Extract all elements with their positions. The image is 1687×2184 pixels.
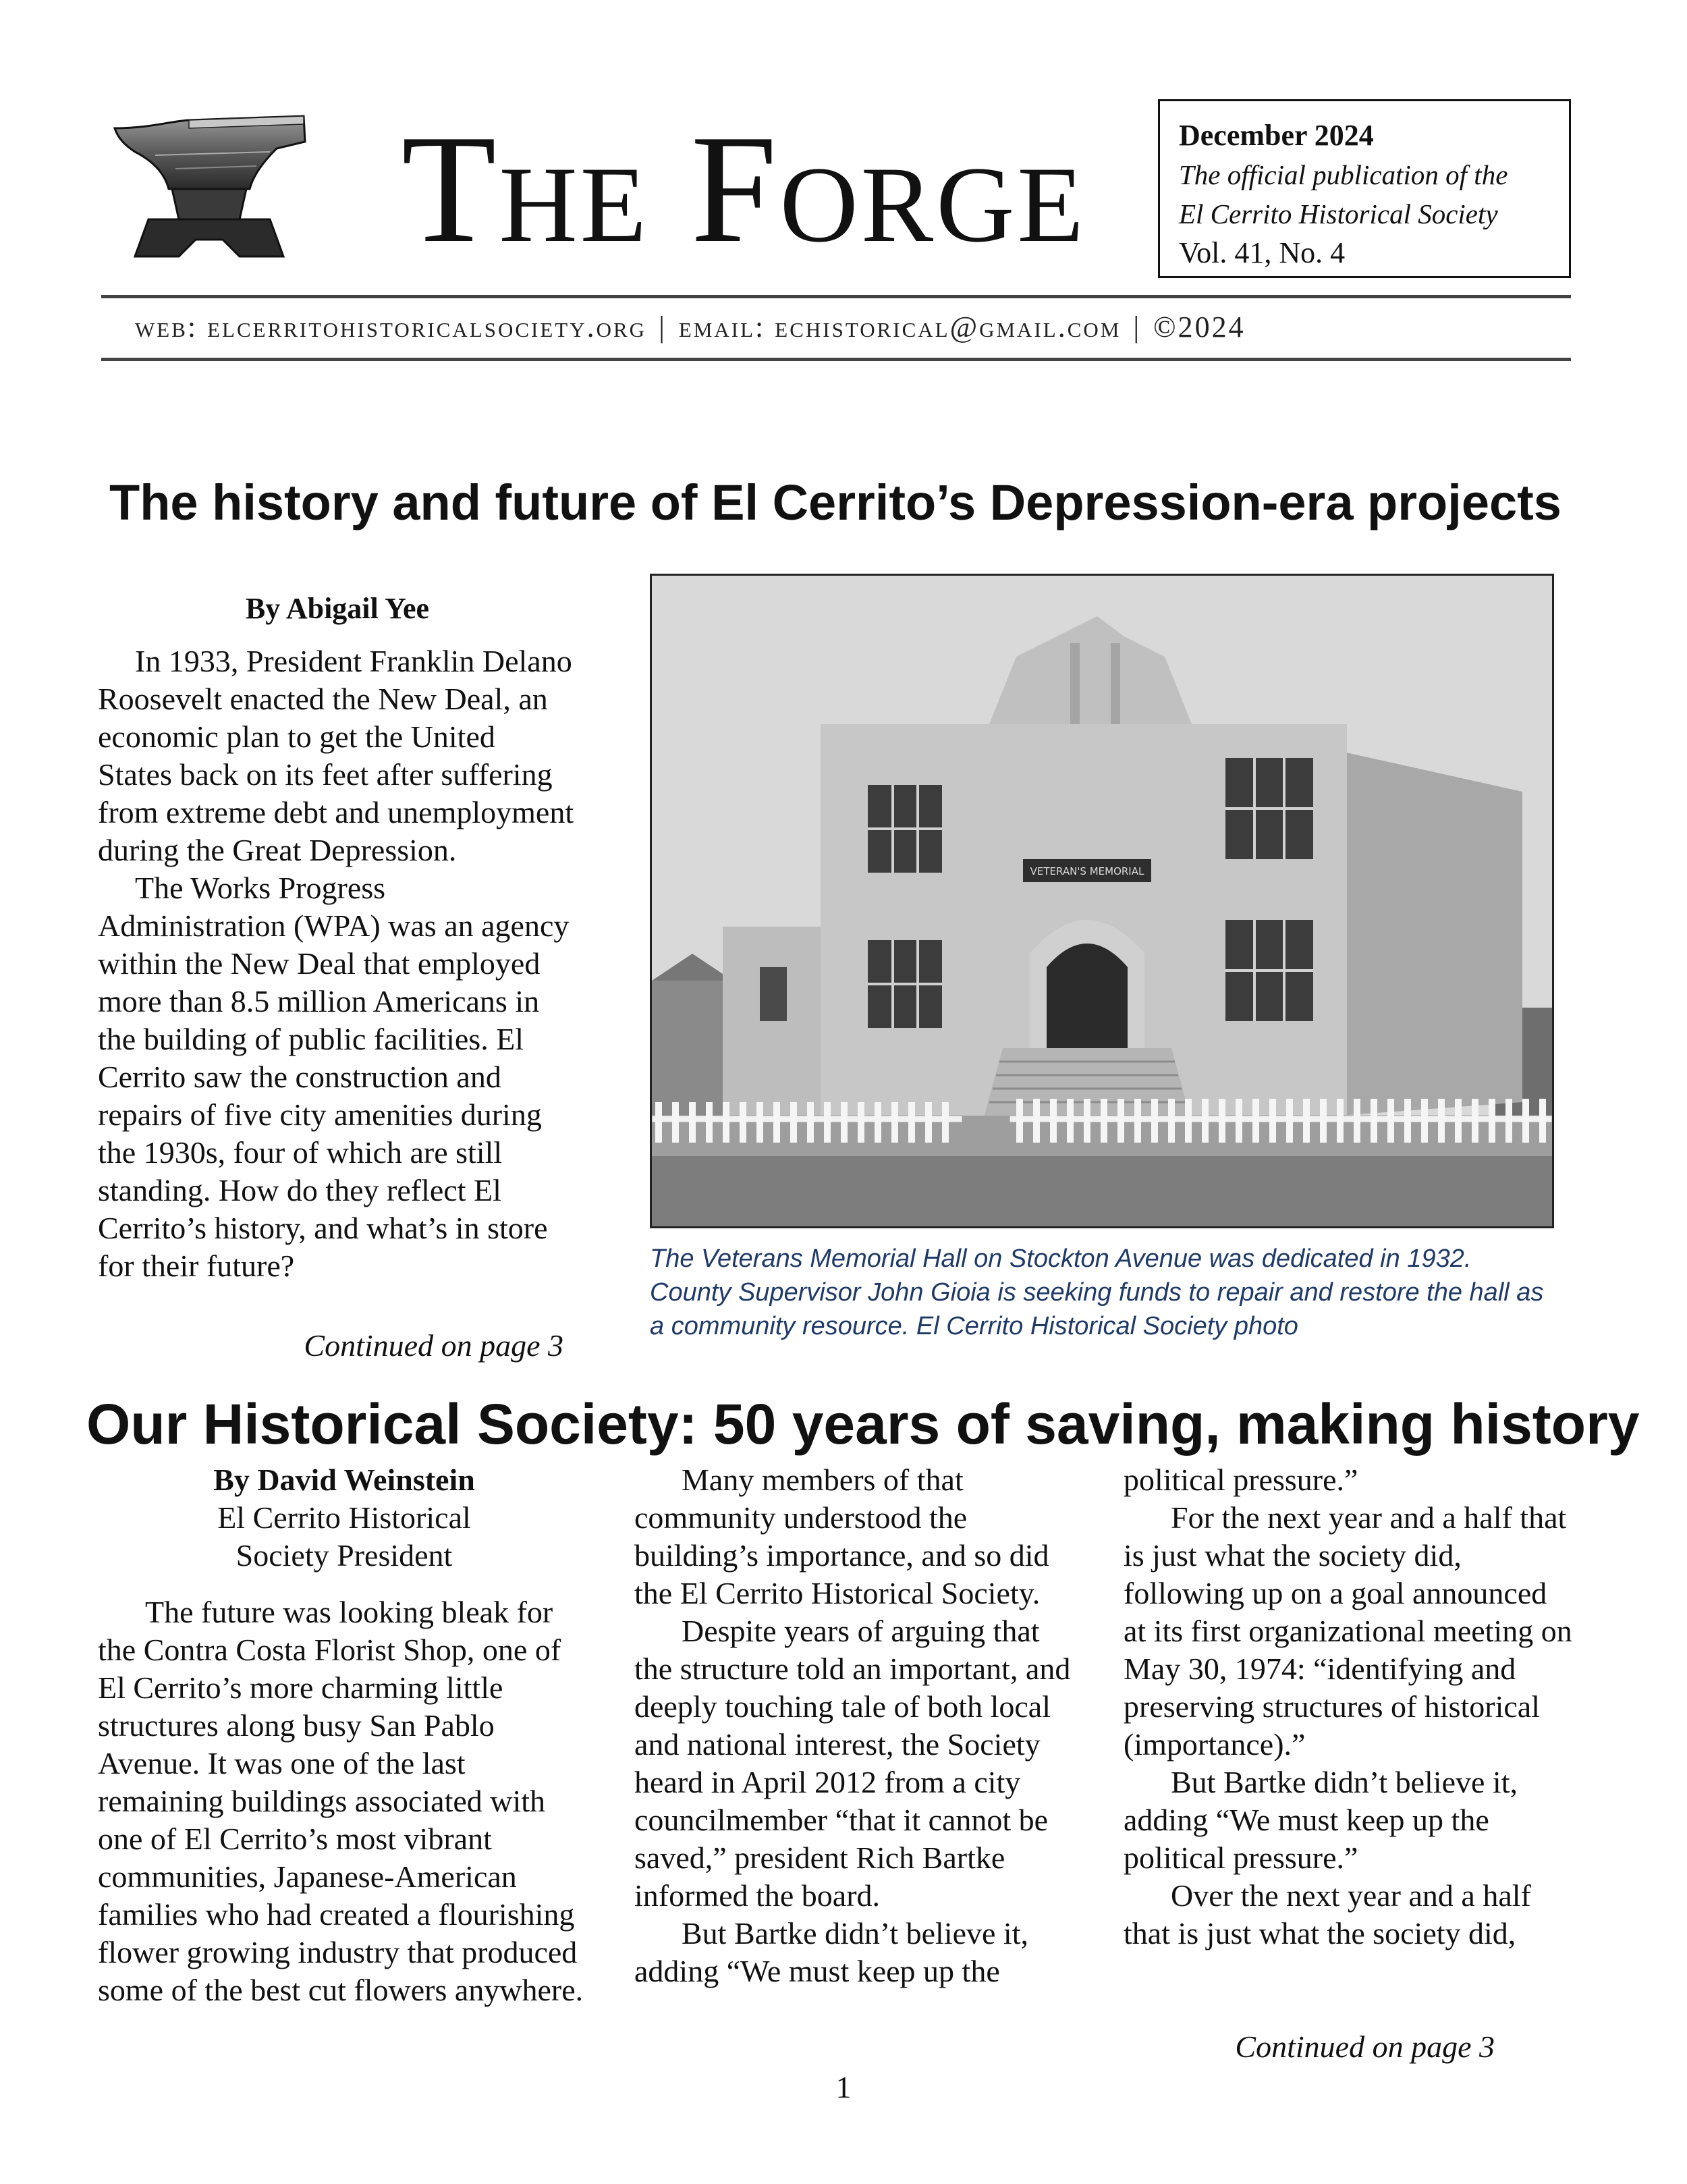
veterans-hall-photo [650,574,1554,1228]
article2-paragraph: political pressure.” [1124,1463,1358,1497]
article2-continued: Continued on page 3 [1235,2029,1495,2064]
article1-byline: By Abigail Yee [245,592,430,625]
article1-headline: The history and future of El Cerrito’s Depression-era projects [109,474,1561,530]
copyright: ©2024 [1153,310,1246,344]
article1-continued: Continued on page 3 [304,1328,563,1363]
article1-body [98,643,577,1285]
separator: | [659,310,667,344]
anvil-icon [108,101,310,277]
article2-author-title-2: Society President [236,1538,453,1573]
article1-paragraph: In 1933, President Franklin Delano Roosevelt enacted the New Deal, an economic plan to get the United States back on its feet after suffering from extreme debt and unemployment during the Great Depression. [98,644,574,867]
masthead-title: The Forge [402,103,1086,275]
top-rule [101,295,1571,298]
email-address[interactable]: email: echistorical@gmail.com [678,310,1122,344]
article2-paragraph: Over the next year and a half that is just what the society did, [1124,1878,1531,1950]
bottom-rule [101,358,1571,361]
issue-info-box [1158,99,1571,278]
spacer [98,1575,590,1593]
article2-column-1 [98,1461,590,2009]
article2-paragraph: But Bartke didn’t believe it, adding “We must keep up the political pressure.” [1124,1765,1518,1875]
publication-line-1: The official publication of the [1179,159,1508,190]
article2-paragraph: Many members of that community understood the building’s importance, and so did the El Cerrito Historical Society. [634,1463,1049,1610]
contact-bar [101,307,1571,348]
article2-paragraph: The future was looking bleak for the Contra Costa Florist Shop, one of El Cerrito’s more charming little structures along busy San Pablo Avenue. It was one of the last remaining buildings associated with one of El Cerrito’s most vibrant communities, Japanese-American families who had created a flourishing flower growing industry that produced some of the best cut flowers anywhere. [98,1595,584,2007]
article2-byline [98,1461,590,1499]
volume-number: Vol. 41, No. 4 [1179,236,1346,269]
issue-date: December 2024 [1179,119,1374,152]
article2-column-3 [1124,1461,1572,1953]
building-sign: VETERAN'S MEMORIAL [1030,865,1144,877]
article2-author-title-1: El Cerrito Historical [217,1500,471,1535]
photo-caption: The Veterans Memorial Hall on Stockton Avenue was dedicated in 1932. County Supervisor John Gioia is seeking funds to repair and restore the hall as a community resource. El Cerrito Historical Society photo [650,1245,1544,1340]
separator: | [1133,310,1142,344]
article2-headline: Our Historical Society: 50 years of saving, making history [86,1392,1640,1456]
article2-paragraph: Despite years of arguing that the structure told an important, and deeply touching tale of both local and national interest, the Society heard in April 2012 from a city councilmember “that it cannot be saved,” president Rich Bartke informed the board. [634,1614,1071,1913]
page-number: 1 [835,2070,852,2104]
article2-author: By David Weinstein [213,1463,475,1497]
article2-column-2 [634,1461,1080,1990]
article2-paragraph: But Bartke didn’t believe it, adding “We must keep up the [634,1916,1028,1988]
web-address[interactable]: web: elcerritohistoricalsociety.org [135,310,647,344]
publication-line-2: El Cerrito Historical Society [1179,198,1498,229]
article1-paragraph: The Works Progress Administration (WPA) was an agency within the New Deal that employed more than 8.5 million Americans in the building of public facilities. El Cerrito saw the construction and repairs of five city amenities during the 1930s, four of which are still standing. How do they reflect El Cerrito’s history, and what’s in store for their future? [98,871,570,1283]
article2-paragraph: For the next year and a half that is just what the society did, following up on a goal announced at its first organizational meeting on May 30, 1974: “identifying and preserving structures of historical (importance).” [1124,1500,1572,1762]
